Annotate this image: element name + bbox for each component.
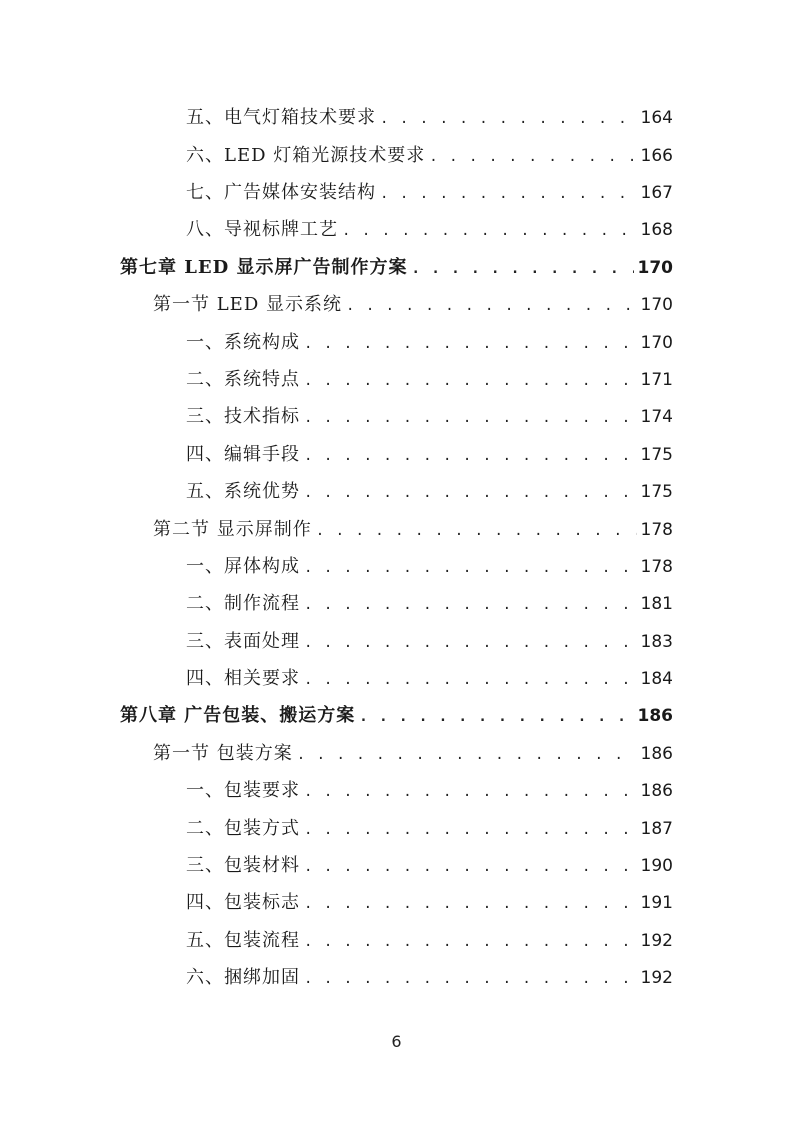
toc-entry-title: 三、包装材料: [186, 855, 300, 877]
toc-entry-title: 五、包装流程: [186, 929, 300, 951]
toc-entry-content: [0, 810, 793, 849]
toc-entry-title: 五、系统优势: [186, 481, 300, 503]
toc-subsection-entry[interactable]: [0, 586, 793, 623]
dot-leader: [304, 587, 637, 624]
toc-entry-page: 186: [640, 781, 673, 802]
dot-leader: [346, 288, 637, 325]
toc-entry-content: [0, 660, 793, 699]
dot-leader: [297, 737, 637, 774]
page-number: 6: [391, 1032, 402, 1051]
toc-subsection-entry[interactable]: [0, 549, 793, 586]
toc-entry-content: [0, 249, 793, 288]
dot-leader: [304, 363, 637, 400]
toc-entry-content: [0, 398, 793, 437]
toc-section-entry[interactable]: [0, 511, 793, 548]
dot-leader: [304, 774, 637, 811]
toc-entry-title: 四、编辑手段: [186, 443, 300, 465]
toc-entry-page: 186: [637, 706, 673, 727]
toc-subsection-entry[interactable]: [0, 100, 793, 137]
toc-entry-title: 二、包装方式: [186, 817, 300, 839]
toc-entry-content: [0, 585, 793, 624]
toc-entry-title: 六、LED 灯箱光源技术要求: [186, 144, 426, 166]
toc-entry-content: [0, 211, 793, 250]
toc-entry-page: 168: [640, 220, 673, 241]
table-of-contents: [0, 100, 793, 997]
toc-entry-content: [0, 548, 793, 587]
toc-entry-page: 170: [637, 257, 673, 278]
dot-leader: [304, 662, 637, 699]
dot-leader: [380, 101, 637, 138]
toc-entry-content: [0, 286, 793, 325]
toc-subsection-entry[interactable]: [0, 848, 793, 885]
toc-section-entry[interactable]: [0, 287, 793, 324]
toc-subsection-entry[interactable]: [0, 474, 793, 511]
toc-entry-title: 七、广告媒体安装结构: [186, 181, 376, 203]
toc-subsection-entry[interactable]: [0, 212, 793, 249]
toc-entry-content: [0, 772, 793, 811]
toc-entry-content: [0, 959, 793, 998]
toc-entry-page: 181: [640, 594, 673, 615]
dot-leader: [304, 400, 637, 437]
toc-subsection-entry[interactable]: [0, 810, 793, 847]
toc-entry-content: [0, 735, 793, 774]
toc-entry-content: [0, 623, 793, 662]
toc-subsection-entry[interactable]: [0, 623, 793, 660]
toc-subsection-entry[interactable]: [0, 885, 793, 922]
toc-entry-page: 184: [640, 669, 673, 690]
toc-entry-content: [0, 174, 793, 213]
toc-subsection-entry[interactable]: [0, 137, 793, 174]
dot-leader: [316, 513, 637, 550]
toc-entry-page: 166: [640, 145, 673, 166]
toc-entry-page: 178: [640, 519, 673, 540]
dot-leader: [304, 961, 637, 998]
toc-entry-page: 174: [640, 407, 673, 428]
toc-chapter-entry[interactable]: [0, 250, 793, 287]
dot-leader: [359, 699, 633, 736]
dot-leader: [380, 176, 637, 213]
toc-entry-title: 四、相关要求: [186, 668, 300, 690]
toc-entry-page: 192: [640, 968, 673, 989]
toc-subsection-entry[interactable]: [0, 923, 793, 960]
toc-subsection-entry[interactable]: [0, 661, 793, 698]
toc-entry-content: [0, 324, 793, 363]
dot-leader: [304, 849, 637, 886]
toc-entry-title: 四、包装标志: [186, 892, 300, 914]
toc-section-entry[interactable]: [0, 736, 793, 773]
toc-entry-title: 八、导视标牌工艺: [186, 219, 338, 241]
toc-entry-content: [0, 99, 793, 138]
toc-entry-page: 192: [640, 930, 673, 951]
toc-subsection-entry[interactable]: [0, 362, 793, 399]
toc-entry-content: [0, 697, 793, 736]
dot-leader: [429, 139, 636, 176]
toc-entry-title: 六、捆绑加固: [186, 967, 300, 989]
toc-subsection-entry[interactable]: [0, 437, 793, 474]
toc-entry-page: 164: [640, 108, 673, 129]
toc-entry-content: [0, 847, 793, 886]
toc-entry-title: 第八章 广告包装、搬运方案: [120, 705, 356, 727]
toc-subsection-entry[interactable]: [0, 773, 793, 810]
toc-entry-content: [0, 473, 793, 512]
toc-entry-content: [0, 361, 793, 400]
dot-leader: [304, 550, 637, 587]
toc-entry-title: 第七章 LED 显示屏广告制作方案: [120, 256, 408, 278]
toc-subsection-entry[interactable]: [0, 175, 793, 212]
toc-entry-page: 187: [640, 818, 673, 839]
toc-entry-title: 一、屏体构成: [186, 555, 300, 577]
toc-entry-title: 二、系统特点: [186, 368, 300, 390]
toc-entry-page: 190: [640, 856, 673, 877]
toc-entry-content: [0, 884, 793, 923]
toc-entry-content: [0, 137, 793, 176]
toc-entry-page: 170: [640, 295, 673, 316]
toc-entry-title: 第二节 显示屏制作: [153, 518, 312, 540]
dot-leader: [304, 924, 637, 961]
toc-entry-page: 170: [640, 332, 673, 353]
dot-leader: [304, 438, 637, 475]
dot-leader: [304, 475, 637, 512]
toc-entry-title: 三、表面处理: [186, 630, 300, 652]
toc-entry-title: 第一节 包装方案: [153, 742, 293, 764]
dot-leader: [304, 326, 637, 363]
toc-entry-page: 186: [640, 743, 673, 764]
toc-entry-page: 183: [640, 631, 673, 652]
dot-leader: [304, 886, 637, 923]
toc-entry-page: 171: [640, 369, 673, 390]
toc-entry-title: 五、电气灯箱技术要求: [186, 107, 376, 129]
toc-entry-page: 178: [640, 556, 673, 577]
dot-leader: [304, 812, 637, 849]
toc-entry-content: [0, 922, 793, 961]
toc-entry-content: [0, 436, 793, 475]
toc-subsection-entry[interactable]: [0, 324, 793, 361]
toc-entry-content: [0, 511, 793, 550]
toc-entry-page: 191: [640, 893, 673, 914]
toc-entry-page: 175: [640, 444, 673, 465]
toc-entry-page: 167: [640, 182, 673, 203]
toc-entry-title: 一、包装要求: [186, 780, 300, 802]
toc-entry-title: 三、技术指标: [186, 406, 300, 428]
toc-entry-title: 一、系统构成: [186, 331, 300, 353]
toc-subsection-entry[interactable]: [0, 960, 793, 997]
toc-entry-title: 第一节 LED 显示系统: [153, 294, 342, 316]
toc-chapter-entry[interactable]: [0, 698, 793, 735]
dot-leader: [412, 251, 634, 288]
dot-leader: [304, 625, 637, 662]
toc-entry-page: 175: [640, 482, 673, 503]
toc-subsection-entry[interactable]: [0, 399, 793, 436]
toc-entry-title: 二、制作流程: [186, 593, 300, 615]
dot-leader: [342, 213, 637, 250]
